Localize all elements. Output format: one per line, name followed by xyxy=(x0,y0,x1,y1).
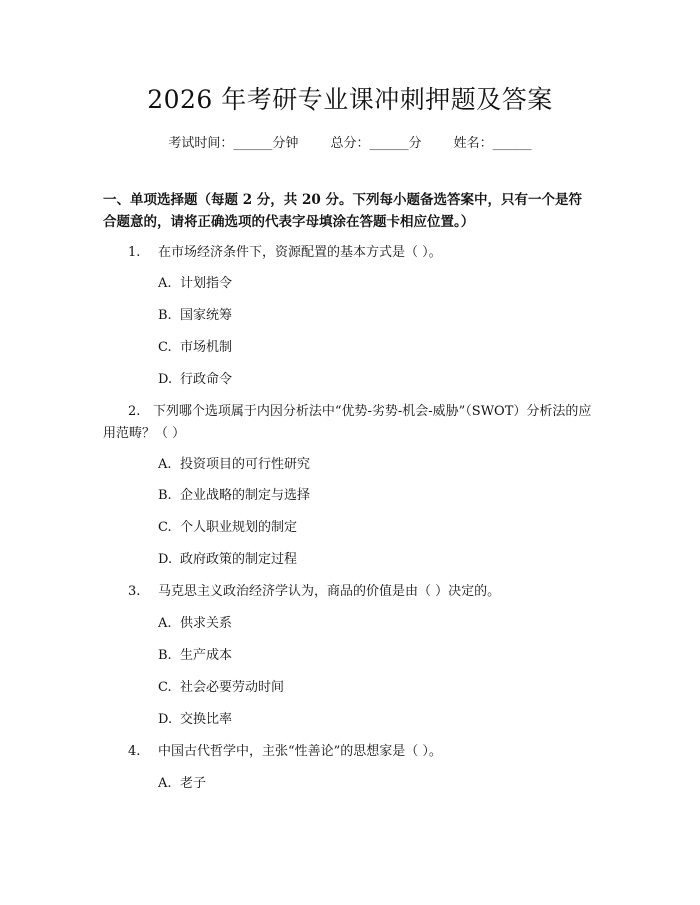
question-3 xyxy=(128,581,500,603)
question-3-option-c xyxy=(158,677,284,699)
option-text: 行政命令 xyxy=(180,372,233,387)
question-2 xyxy=(103,401,595,445)
question-3-option-d xyxy=(158,709,232,731)
question-1-option-a xyxy=(158,273,232,295)
option-letter: A. xyxy=(158,276,172,291)
student-name-field: 姓名：______ xyxy=(453,136,532,151)
question-1-option-c xyxy=(158,337,232,359)
option-text: 交换比率 xyxy=(180,712,233,727)
question-4 xyxy=(128,741,442,763)
option-text: 国家统筹 xyxy=(180,308,233,323)
option-text: 个人职业规划的制定 xyxy=(180,520,298,535)
option-letter: A. xyxy=(158,457,172,472)
question-text: 下列哪个选项属于内因分析法中“优势-劣势-机会-威胁”（SWOT）分析法的应用范畴？（ ） xyxy=(103,404,592,441)
option-letter: C. xyxy=(158,520,172,535)
question-number: 3. xyxy=(128,584,141,599)
option-letter: D. xyxy=(158,372,173,387)
option-text: 市场机制 xyxy=(180,340,233,355)
option-text: 计划指令 xyxy=(180,276,233,291)
question-2-option-c xyxy=(158,517,297,539)
option-text: 供求关系 xyxy=(180,616,233,631)
question-number: 2. xyxy=(128,404,141,419)
question-2-option-b xyxy=(158,485,310,507)
question-1-option-b xyxy=(158,305,232,327)
question-2-option-d xyxy=(158,549,297,571)
option-letter: A. xyxy=(158,616,172,631)
section-heading: 一、单项选择题（每题 2 分，共 20 分。下列每小题备选答案中，只有一个是符合题意的，请将正确选项的代表字母填涂在答题卡相应位置。） xyxy=(103,192,582,230)
option-text: 生产成本 xyxy=(180,648,233,663)
exam-info-row xyxy=(0,132,700,151)
option-text: 投资项目的可行性研究 xyxy=(180,457,311,472)
option-letter: A. xyxy=(158,776,172,791)
question-3-option-a xyxy=(158,613,232,635)
option-letter: C. xyxy=(158,680,172,695)
question-text: 在市场经济条件下，资源配置的基本方式是（ ）。 xyxy=(158,245,442,260)
total-score-field: 总分：______分 xyxy=(330,136,422,151)
question-3-option-b xyxy=(158,645,232,667)
question-text: 中国古代哲学中，主张“性善论”的思想家是（ ）。 xyxy=(158,744,442,759)
exam-time-field: 考试时间：______分钟 xyxy=(168,136,299,151)
option-letter: C. xyxy=(158,340,172,355)
question-1-option-d xyxy=(158,369,232,391)
question-number: 4. xyxy=(128,744,141,759)
question-4-option-a xyxy=(158,773,206,795)
question-number: 1. xyxy=(128,245,141,260)
option-letter: D. xyxy=(158,552,173,567)
option-letter: B. xyxy=(158,308,172,323)
option-letter: B. xyxy=(158,488,172,503)
page-title: 2026 年考研专业课冲刺押题及答案 xyxy=(147,85,553,114)
question-2-option-a xyxy=(158,454,310,476)
question-text: 马克思主义政治经济学认为，商品的价值是由（ ）决定的。 xyxy=(158,584,501,599)
question-1 xyxy=(128,242,442,264)
option-text: 企业战略的制定与选择 xyxy=(180,488,311,503)
option-letter: B. xyxy=(158,648,172,663)
option-text: 社会必要劳动时间 xyxy=(180,680,285,695)
option-text: 政府政策的制定过程 xyxy=(180,552,298,567)
option-letter: D. xyxy=(158,712,173,727)
option-text: 老子 xyxy=(180,776,207,791)
